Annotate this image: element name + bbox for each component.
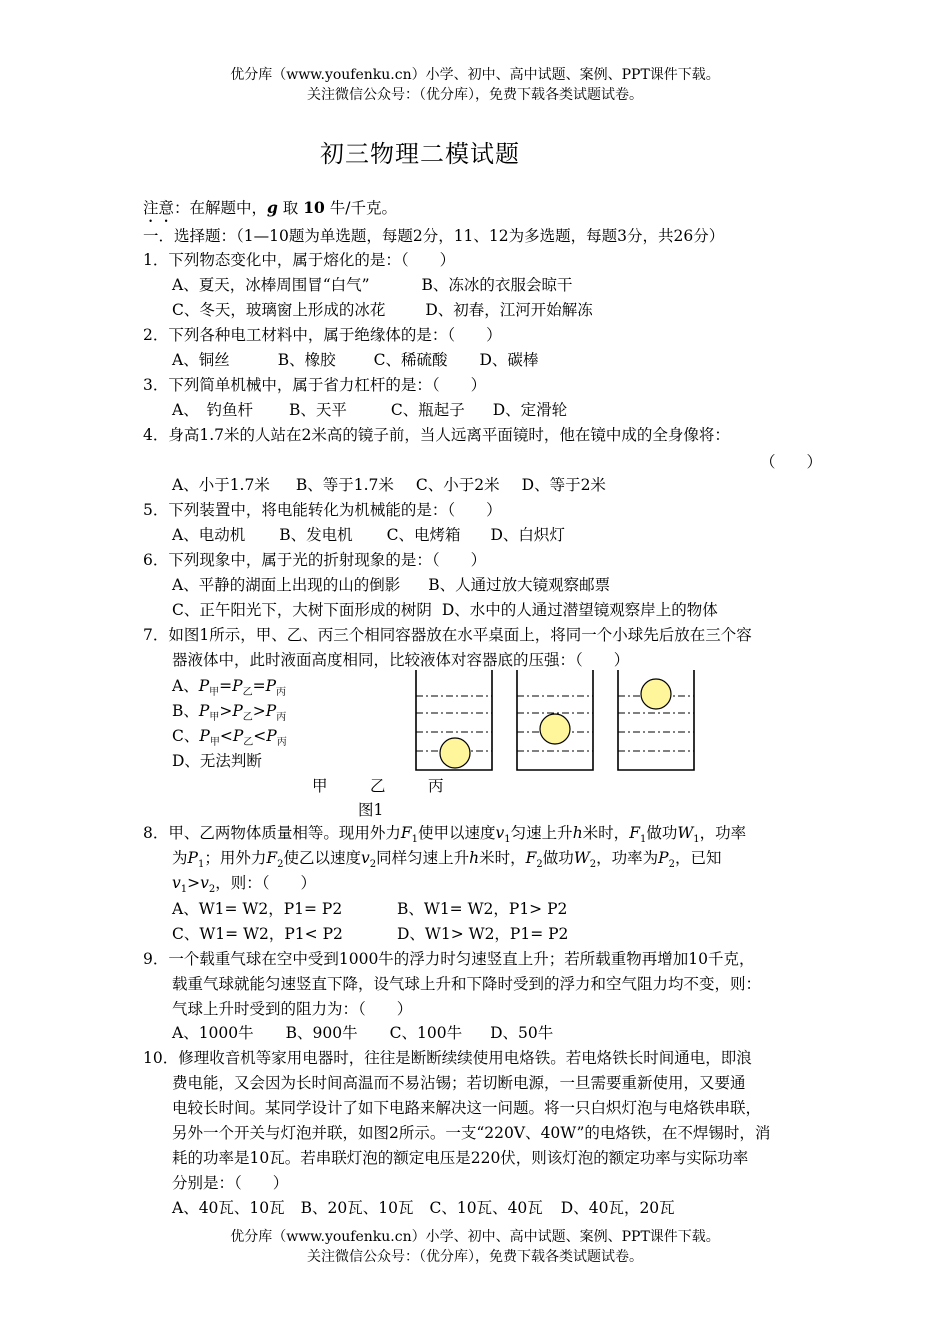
q5-option-b: B、发电机 (279, 526, 353, 544)
fig-label-jia: 甲 (312, 777, 328, 795)
q5-options (172, 525, 565, 545)
q2-options (172, 350, 538, 370)
q1-options-row2 (172, 300, 593, 320)
container-yi (517, 670, 593, 770)
q6-option-b: B、人通过放大镜观察邮票 (428, 576, 611, 594)
q10-stem-line1: 10．修理收音机等家用电器时，往往是断断续续使用电烙铁。若电烙铁长时间通电，即浪 (143, 1049, 752, 1067)
q7-option-a: A、$P_甲=P_乙=P_丙$ (172, 677, 287, 699)
container-bing (618, 670, 694, 770)
q3-option-d: D、定滑轮 (492, 401, 568, 419)
q8-option-b: B、W1= W2，P1> P2 (397, 900, 568, 918)
figure-1-containers (405, 668, 705, 772)
q3-stem: 3．下列简单机械中，属于省力杠杆的是：（ ） (143, 376, 487, 394)
q4-option-b: B、等于1.7米 (295, 476, 394, 494)
q6-stem: 6．下列现象中，属于光的折射现象的是：（ ） (143, 551, 487, 569)
q2-option-b: B、橡胶 (277, 351, 336, 369)
q10-option-c: C、10瓦、40瓦 (429, 1199, 543, 1217)
q6-option-c: C、正午阳光下，大树下面形成的树阴 (172, 601, 432, 619)
ball-jia (440, 738, 470, 768)
fig-label-yi: 乙 (370, 777, 386, 795)
q1-option-b: B、冻冰的衣服会晾干 (421, 276, 573, 294)
container-jia (416, 670, 492, 770)
q1-option-a: A、夏天，冰棒周围冒“白气” (172, 276, 370, 294)
q9-option-d: D、50牛 (490, 1024, 554, 1042)
q10-option-d: D、40瓦，20瓦 (560, 1199, 675, 1217)
footer-line-1: 优分库（www.youfenku.cn）小学、初中、高中试题、案例、PPT课件下载。 (230, 1229, 720, 1245)
header-line-2: 关注微信公众号：（优分库），免费下载各类试题试卷。 (307, 87, 643, 103)
q2-stem: 2．下列各种电工材料中，属于绝缘体的是：（ ） (143, 326, 502, 344)
q9-option-a: A、1000牛 (172, 1024, 254, 1042)
q7-option-d: D、无法判断 (172, 752, 262, 770)
q10-option-a: A、40瓦、10瓦 (172, 1199, 285, 1217)
q5-option-a: A、电动机 (172, 526, 246, 544)
q7-option-c: C、$P_甲<P_乙<P_丙$ (172, 727, 287, 749)
q4-option-a: A、小于1.7米 (172, 476, 270, 494)
q8-options-row1 (172, 899, 567, 919)
header-line-1: 优分库（www.youfenku.cn）小学、初中、高中试题、案例、PPT课件下载。 (230, 67, 720, 83)
q3-options (172, 400, 567, 420)
q10-stem-line2: 费电能，又会因为长时间高温而不易沾锡；若切断电源，一旦需要重新使用，又要通 (172, 1074, 746, 1092)
q6-option-d: D、水中的人通过潜望镜观察岸上的物体 (441, 601, 718, 619)
q6-option-a: A、平静的湖面上出现的山的倒影 (172, 576, 401, 594)
footer-line-2: 关注微信公众号：（优分库），免费下载各类试题试卷。 (307, 1249, 643, 1265)
q7-option-b: B、$P_甲>P_乙>P_丙$ (172, 702, 287, 724)
q2-option-c: C、稀硫酸 (373, 351, 448, 369)
q5-option-c: C、电烤箱 (386, 526, 461, 544)
q10-stem-line6: 分别是：（ ） (172, 1174, 289, 1192)
q10-stem-line5: 耗的功率是10瓦。若串联灯泡的额定电压是220伏，则该灯泡的额定功率与实际功率 (172, 1149, 749, 1167)
q6-options-row1 (172, 575, 610, 595)
q8-option-c: C、W1= W2，P1< P2 (172, 925, 343, 943)
q2-option-a: A、铜丝 (172, 351, 230, 369)
q7-stem-line1: 7．如图1所示，甲、乙、丙三个相同容器放在水平桌面上，将同一个小球先后放在三个容 (143, 626, 752, 644)
q8-stem-line2: 为$P_1$；用外力$F_2$使乙以速度$v_2$同样匀速上升h米时，$F_2$做功$W_2$，功率为$P_2$，已知 (172, 849, 722, 871)
section-heading: 一．选择题：（1—10题为单选题，每题2分，11、12为多选题，每题3分，共26分） (143, 227, 725, 245)
q9-stem-line2: 载重气球就能匀速竖直下降，设气球上升和下降时受到的浮力和空气阻力均不变，则： (172, 975, 762, 993)
q1-stem: 1．下列物态变化中，属于熔化的是：（ ） (143, 251, 456, 269)
q8-stem-line1: 8．甲、乙两物体质量相等。现用外力$F_1$使甲以速度$v_1$匀速上升h米时，$F_1$做功$W_1$，功率 (143, 824, 747, 846)
q8-stem-line3: $v_1>v_2$，则：（ ） (172, 874, 317, 896)
q9-options (172, 1023, 553, 1043)
ball-yi (540, 714, 570, 744)
q1-option-c: C、冬天，玻璃窗上形成的冰花 (172, 301, 386, 319)
note-label: 注意 (143, 199, 175, 217)
q3-option-b: B、天平 (288, 401, 347, 419)
q1-option-d: D、初春，江河开始解冻 (425, 301, 593, 319)
figure-1-caption: 图1 (358, 801, 384, 819)
q5-stem: 5．下列装置中，将电能转化为机械能的是：（ ） (143, 501, 502, 519)
note-line: 注意：在解题中，g 取 10 牛/千克。 (143, 198, 397, 217)
q10-stem-line3: 电较长时间。某同学设计了如下电路来解决这一问题。将一只白炽灯泡与电烙铁串联， (172, 1099, 762, 1117)
q7-stem-line2: 器液体中，此时液面高度相同，比较液体对容器底的压强：（ ） (172, 651, 630, 669)
q6-options-row2 (172, 600, 718, 620)
q10-stem-line4: 另外一个开关与灯泡并联，如图2所示。一支“220V、40W”的电烙铁，在不焊锡时，消 (172, 1124, 771, 1142)
q3-option-c: C、瓶起子 (390, 401, 465, 419)
q9-option-b: B、900牛 (285, 1024, 358, 1042)
q4-option-d: D、等于2米 (521, 476, 606, 494)
q4-options (172, 475, 606, 495)
q4-stem: 4．身高1.7米的人站在2米高的镜子前，当人远离平面镜时，他在镜中成的全身像将： (143, 426, 730, 444)
q9-stem-line1: 9．一个载重气球在空中受到1000牛的浮力时匀速竖直上升；若所载重物再增加10千克， (143, 950, 755, 968)
q10-options (172, 1198, 675, 1218)
q1-options-row1 (172, 275, 572, 295)
q8-option-d: D、W1> W2，P1= P2 (397, 925, 569, 943)
page-title: 初三物理二模试题 (320, 140, 520, 168)
q9-stem-line3: 气球上升时受到的阻力为：（ ） (172, 1000, 413, 1018)
q8-option-a: A、W1= W2，P1= P2 (172, 900, 343, 918)
ball-bing (641, 679, 671, 709)
q5-option-d: D、白炽灯 (490, 526, 565, 544)
q2-option-d: D、碳棒 (479, 351, 539, 369)
q4-option-c: C、小于2米 (415, 476, 500, 494)
q3-option-a: A、 钓鱼杆 (172, 401, 253, 419)
fig-label-bing: 丙 (428, 777, 444, 795)
q10-option-b: B、20瓦、10瓦 (300, 1199, 414, 1217)
q4-answer-bracket: （ ） (760, 453, 823, 471)
q9-option-c: C、100牛 (389, 1024, 463, 1042)
q8-options-row2 (172, 924, 568, 944)
